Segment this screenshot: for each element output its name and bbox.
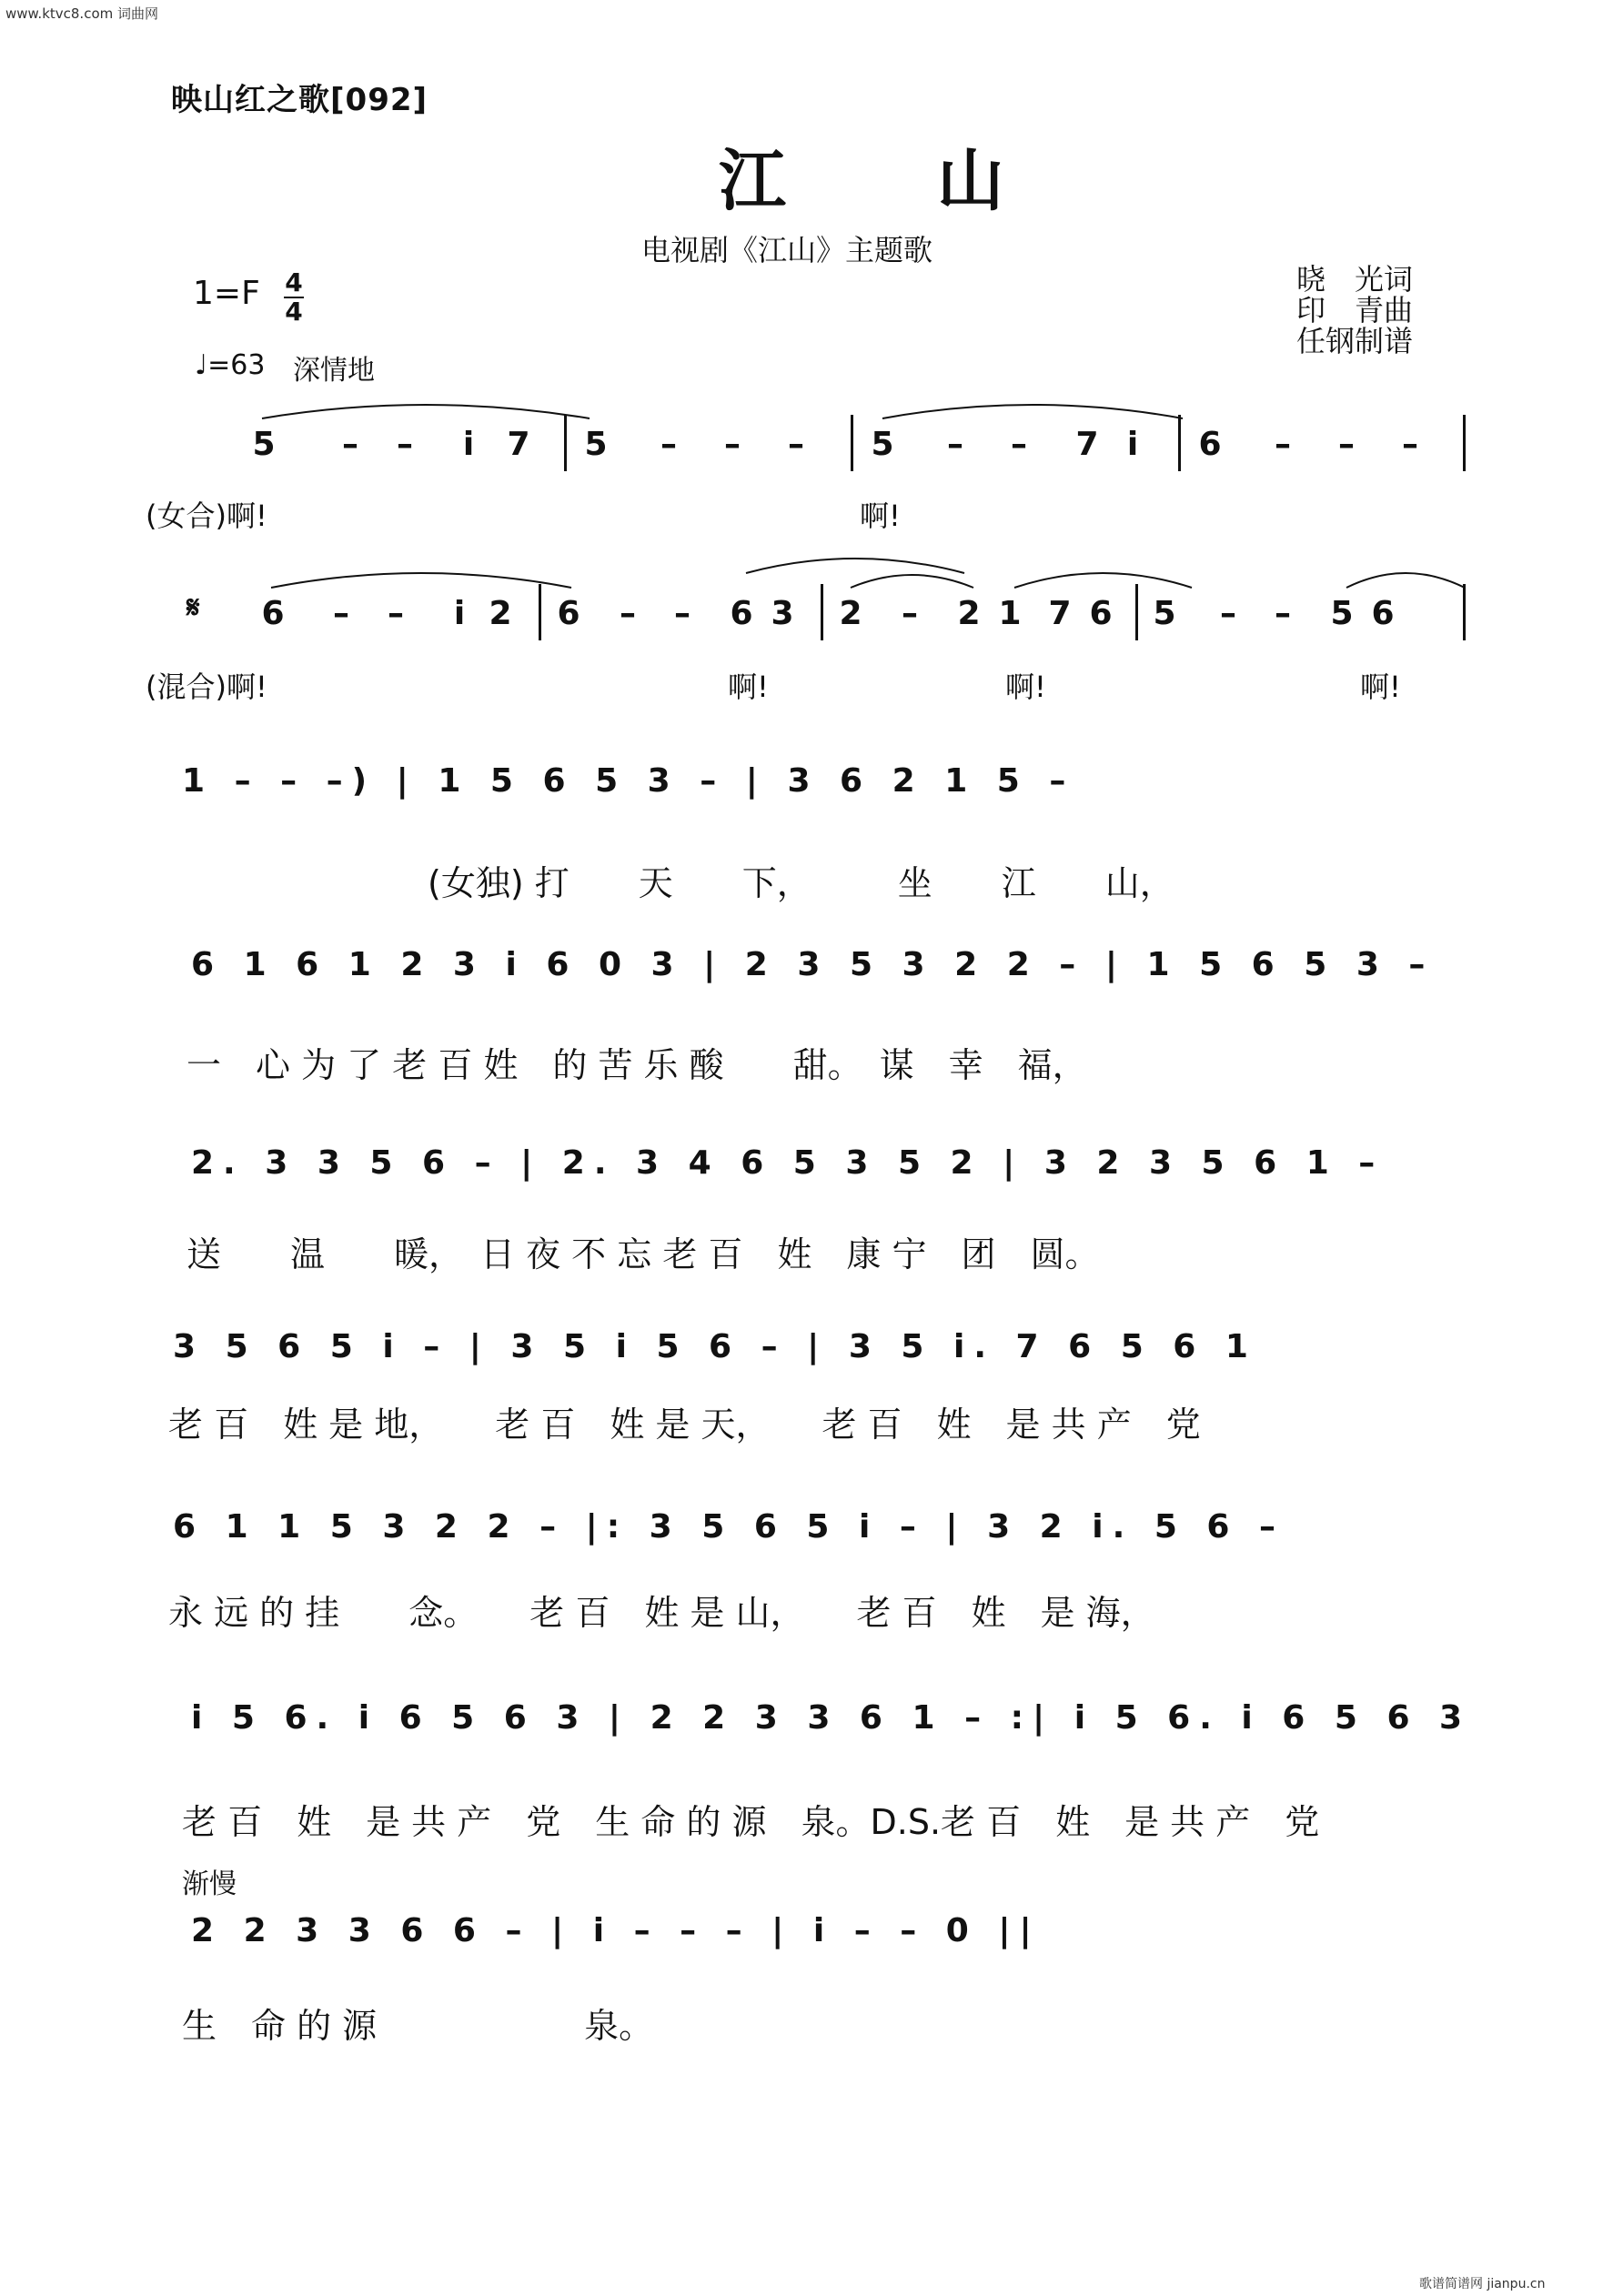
time-sig-bottom: 4 (285, 297, 303, 327)
note: 6 (730, 595, 753, 632)
lyrics-row-7: 永 远 的 挂 念。 老 百 姓 是 山， 老 百 姓 是 海， (168, 1593, 1155, 1633)
score-row-5 (173, 1144, 1474, 1208)
watermark-top: www.ktvc8.com 词曲网 (5, 5, 159, 22)
expression-marking: 深情地 (293, 355, 375, 387)
slur (851, 566, 973, 593)
score-row-8 (173, 1699, 1474, 1763)
note: – (1011, 426, 1027, 463)
note: 5 (871, 426, 894, 463)
watermark-bottom: 歌谱简谱网 jianpu.cn (1419, 2277, 1546, 2291)
note: – (1275, 426, 1291, 463)
row1-label: (女合)啊! (146, 498, 267, 533)
note: – (1220, 595, 1236, 632)
notes-line: 2 2 3 3 6 6 – | i – – – | i – – 0 || (191, 1912, 1041, 1949)
row2-label3: 啊! (1005, 670, 1046, 704)
lyrics-row-3: (女独) 打 天 下， 坐 江 山， (428, 863, 1174, 903)
lyrics-row-8: 老 百 姓 是 共 产 党 生 命 的 源 泉。D.S.老 百 姓 是 共 产 党 (182, 1802, 1320, 1842)
score-row-1 (173, 426, 1474, 489)
note: 2 (839, 595, 862, 632)
note: i (462, 426, 475, 463)
notes-line: i 5 6. i 6 5 6 3 | 2 2 3 3 6 1 – :| i 5 6. i 6 5 6 3 (191, 1699, 1472, 1737)
note: – (1338, 426, 1355, 463)
note: 7 (1075, 426, 1099, 463)
barline (821, 584, 823, 640)
credit-lyricist: 晓 光词 (1296, 262, 1414, 297)
note: 7 (1048, 595, 1072, 632)
row2-label: (混合)啊! (146, 670, 267, 704)
row1-label2: 啊! (860, 498, 901, 533)
tempo-marking: ♩=63 (195, 349, 266, 381)
note: 6 (1371, 595, 1395, 632)
note: 5 (1153, 595, 1176, 632)
subtitle: 电视剧《江山》主题歌 (641, 233, 933, 267)
lyrics-row-4: 一 心 为 了 老 百 姓 的 苦 乐 酸 甜。 谋 幸 福， (186, 1045, 1087, 1085)
slur (1346, 566, 1465, 593)
note: – (333, 595, 349, 632)
slur (271, 566, 571, 593)
note: 6 (1089, 595, 1113, 632)
note: – (1275, 595, 1291, 632)
page-title: 江 山 (719, 142, 1068, 220)
row2-label2: 啊! (728, 670, 769, 704)
note: – (902, 595, 918, 632)
key-signature: 1=F (193, 275, 260, 312)
notes-line: 1 – – –) | 1 5 6 5 3 – | 3 6 2 1 5 – (182, 762, 1075, 800)
note: 6 (557, 595, 580, 632)
time-signature (284, 269, 304, 326)
note: 3 (771, 595, 794, 632)
note: i (1126, 426, 1139, 463)
credit-arranger: 任钢制谱 (1296, 324, 1414, 358)
note: 2 (957, 595, 981, 632)
slur (882, 398, 1183, 426)
note: – (342, 426, 358, 463)
notes-line: 6 1 1 5 3 2 2 – |: 3 5 6 5 i – | 3 2 i. 5 6 – (173, 1508, 1285, 1546)
lyrics-row-5: 送 温 暖， 日 夜 不 忘 老 百 姓 康 宁 团 圆。 (186, 1234, 1100, 1274)
slur (262, 398, 590, 426)
note: – (947, 426, 963, 463)
note: i (453, 595, 466, 632)
note: 5 (584, 426, 608, 463)
note: – (660, 426, 677, 463)
note: 5 (1330, 595, 1354, 632)
note: 6 (261, 595, 285, 632)
slur (1014, 566, 1192, 593)
segno-sign: 𝄋 (186, 589, 200, 626)
ritardando-marking: 渐慢 (182, 1868, 237, 1900)
row2-label4: 啊! (1360, 670, 1401, 704)
note: 6 (1198, 426, 1222, 463)
credit-composer: 印 青曲 (1296, 293, 1414, 327)
note: – (724, 426, 741, 463)
note: 2 (489, 595, 512, 632)
lyrics-row-6: 老 百 姓 是 地， 老 百 姓 是 天， 老 百 姓 是 共 产 党 (168, 1405, 1201, 1445)
note: – (620, 595, 636, 632)
score-row-7 (173, 1508, 1474, 1572)
note: 5 (252, 426, 276, 463)
series-label: 映山红之歌[092] (171, 82, 428, 118)
barline (1463, 415, 1466, 471)
score-row-4 (173, 946, 1474, 1010)
note: – (674, 595, 691, 632)
note: – (388, 595, 404, 632)
barline (851, 415, 853, 471)
note: 7 (507, 426, 530, 463)
notes-line: 6 1 6 1 2 3 i 6 0 3 | 2 3 5 3 2 2 – | 1 5 6 5 3 – (191, 946, 1435, 983)
credits (1296, 264, 1413, 357)
note: – (1402, 426, 1418, 463)
note: 1 (998, 595, 1022, 632)
score-row-6 (173, 1328, 1474, 1392)
score-row-2 (173, 595, 1474, 659)
score-row-9 (173, 1912, 1474, 1976)
notes-line: 3 5 6 5 i – | 3 5 i 5 6 – | 3 5 i. 7 6 5 6 1 (173, 1328, 1257, 1365)
notes-line: 2. 3 3 5 6 – | 2. 3 4 6 5 3 5 2 | 3 2 3 5 6 1 – (191, 1144, 1385, 1182)
note: – (788, 426, 804, 463)
score-row-3 (173, 762, 1474, 826)
lyrics-row-9: 生 命 的 源 泉。 (182, 2006, 654, 2046)
time-sig-top: 4 (285, 267, 303, 297)
note: – (397, 426, 413, 463)
